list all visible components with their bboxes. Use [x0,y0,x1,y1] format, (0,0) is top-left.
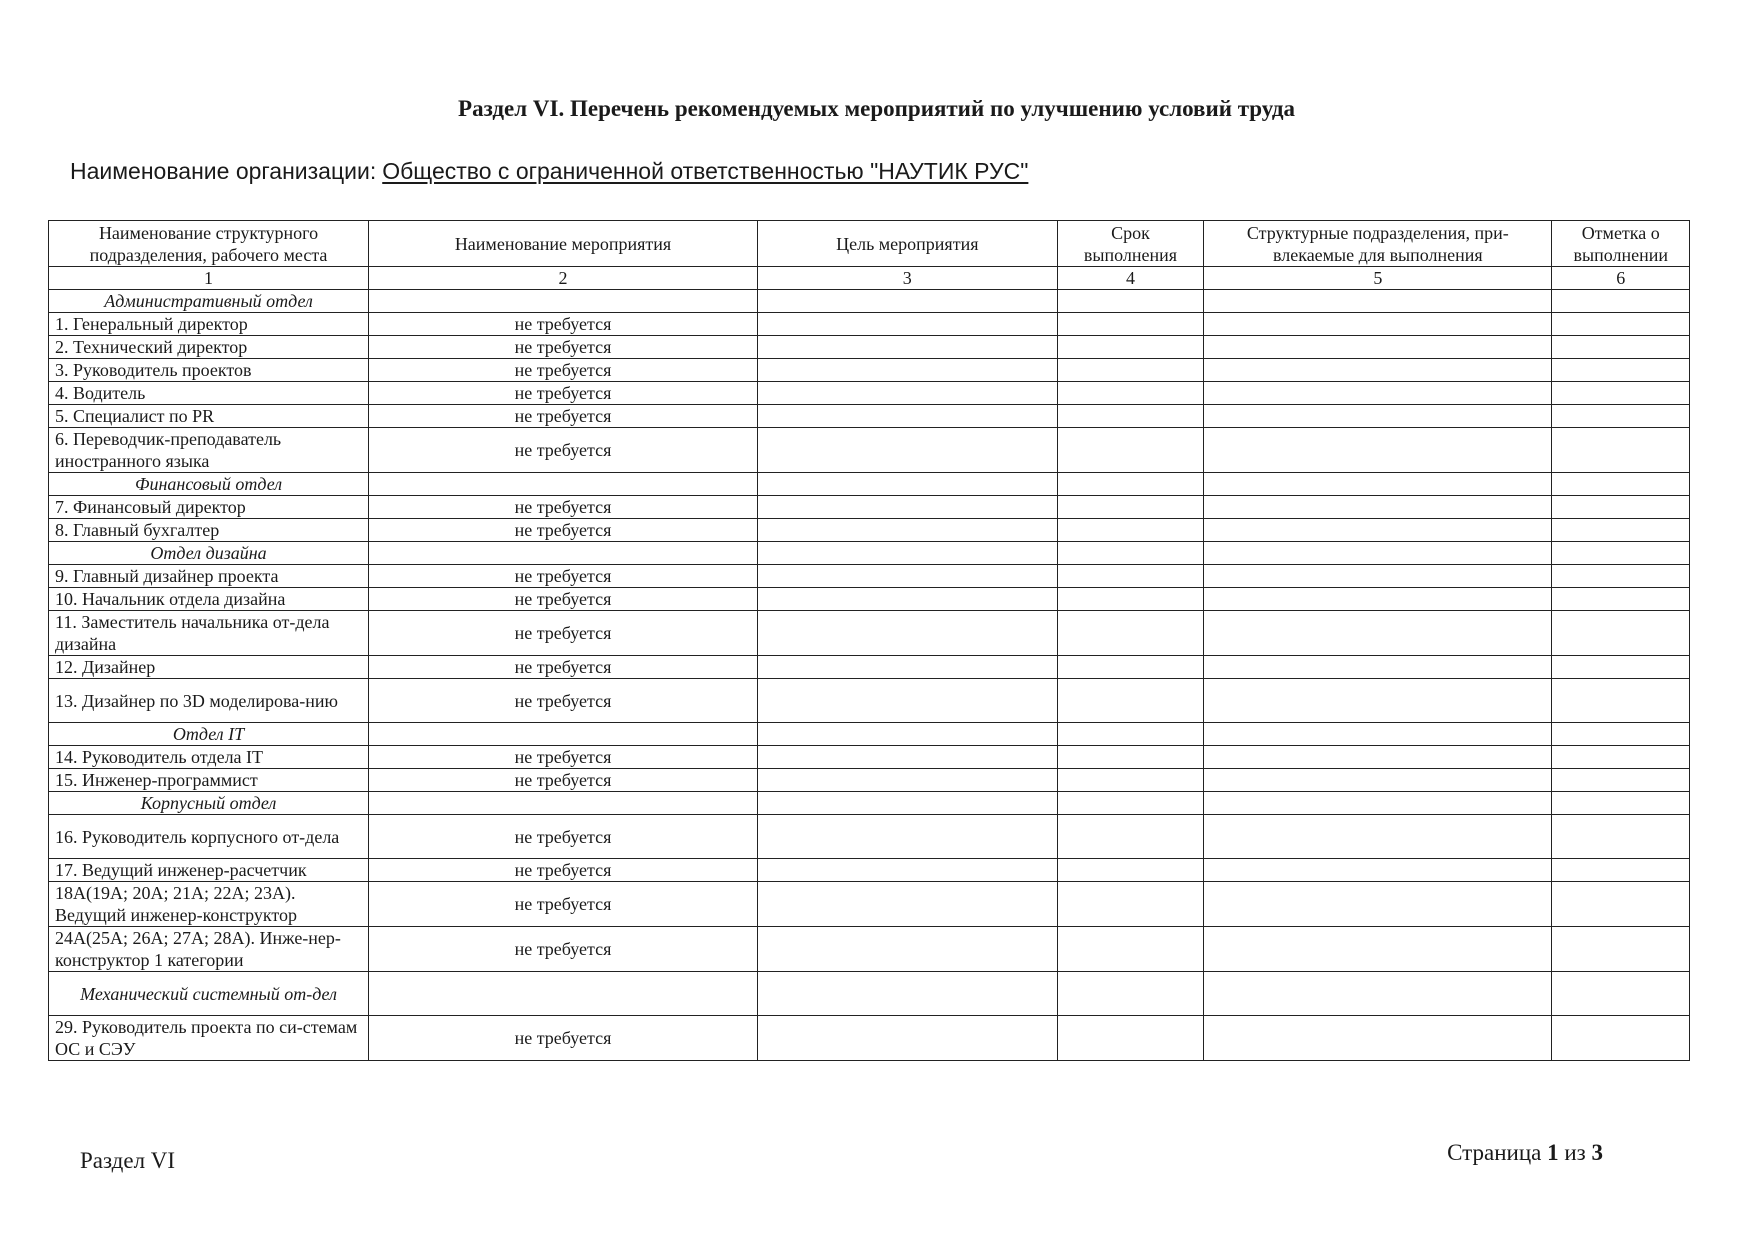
position-name: 16. Руководитель корпусного от-дела [49,815,369,859]
section-row [49,290,1690,313]
table-row [49,769,1690,792]
column-number: 2 [369,267,758,290]
measure-name: не требуется [369,815,758,859]
table-row [49,1016,1690,1061]
position-name: 6. Переводчик-преподаватель иностранного языка [49,428,369,473]
page-total: 3 [1591,1140,1603,1165]
empty-cell [1552,313,1690,336]
empty-cell [1204,496,1552,519]
empty-cell [1057,723,1204,746]
header-cell: Наименование структурного подразделения, рабочего места [49,221,369,267]
empty-cell [757,542,1057,565]
measure-name: не требуется [369,405,758,428]
empty-cell [1057,815,1204,859]
empty-cell [1204,815,1552,859]
position-name: 17. Ведущий инженер-расчетчик [49,859,369,882]
measure-name: не требуется [369,519,758,542]
empty-cell [1204,611,1552,656]
empty-cell [369,542,758,565]
header-row [49,221,1690,267]
empty-cell [1057,611,1204,656]
empty-cell [1057,313,1204,336]
measure-name: не требуется [369,882,758,927]
organization-label: Наименование организации: [70,158,377,184]
empty-cell [369,290,758,313]
empty-cell [1552,336,1690,359]
column-number: 1 [49,267,369,290]
empty-cell [1204,859,1552,882]
empty-cell [369,473,758,496]
empty-cell [757,382,1057,405]
position-name: 3. Руководитель проектов [49,359,369,382]
measure-name: не требуется [369,496,758,519]
empty-cell [1057,656,1204,679]
section-name: Финансовый отдел [49,473,369,496]
position-name: 24А(25А; 26А; 27А; 28А). Инже-нер-конструктор 1 категории [49,927,369,972]
empty-cell [1552,496,1690,519]
empty-cell [1552,746,1690,769]
table-row [49,927,1690,972]
measure-name: не требуется [369,769,758,792]
empty-cell [1057,588,1204,611]
position-name: 18А(19А; 20А; 21А; 22А; 23А). Ведущий инженер-конструктор [49,882,369,927]
empty-cell [1204,382,1552,405]
position-name: 12. Дизайнер [49,656,369,679]
position-name: 15. Инженер-программист [49,769,369,792]
table-row [49,611,1690,656]
empty-cell [1057,336,1204,359]
empty-cell [1552,656,1690,679]
empty-cell [1552,859,1690,882]
position-name: 5. Специалист по PR [49,405,369,428]
empty-cell [757,496,1057,519]
empty-cell [757,565,1057,588]
empty-cell [1204,679,1552,723]
empty-cell [1057,927,1204,972]
table-row [49,746,1690,769]
page-current: 1 [1547,1140,1559,1165]
empty-cell [1204,473,1552,496]
section-row [49,972,1690,1016]
header-cell: Срок выполнения [1057,221,1204,267]
empty-cell [757,473,1057,496]
measure-name: не требуется [369,679,758,723]
position-name: 11. Заместитель начальника от-дела дизайна [49,611,369,656]
table-row [49,679,1690,723]
empty-cell [757,656,1057,679]
organization-name: Общество с ограниченной ответственностью "НАУТИК РУС" [382,158,1029,184]
section-row [49,473,1690,496]
empty-cell [757,927,1057,972]
measure-name: не требуется [369,336,758,359]
measure-name: не требуется [369,859,758,882]
empty-cell [757,972,1057,1016]
empty-cell [1204,656,1552,679]
table-row [49,859,1690,882]
section-row [49,792,1690,815]
header-cell: Цель мероприятия [757,221,1057,267]
empty-cell [1057,565,1204,588]
page-title: Раздел VI. Перечень рекомендуемых мероприятий по улучшению условий труда [458,96,1295,121]
empty-cell [1552,473,1690,496]
empty-cell [1552,815,1690,859]
table-row [49,565,1690,588]
empty-cell [1057,972,1204,1016]
table-row [49,882,1690,927]
empty-cell [1204,290,1552,313]
table-row [49,656,1690,679]
position-name: 4. Водитель [49,382,369,405]
empty-cell [1204,428,1552,473]
empty-cell [1204,927,1552,972]
header-cell: Наименование мероприятия [369,221,758,267]
measure-name: не требуется [369,382,758,405]
table-row [49,405,1690,428]
section-name: Корпусный отдел [49,792,369,815]
empty-cell [1552,972,1690,1016]
empty-cell [1204,972,1552,1016]
empty-cell [757,313,1057,336]
empty-cell [757,1016,1057,1061]
empty-cell [757,336,1057,359]
empty-cell [1057,473,1204,496]
empty-cell [1057,859,1204,882]
measure-name: не требуется [369,313,758,336]
table-row [49,382,1690,405]
empty-cell [1552,792,1690,815]
table-row [49,815,1690,859]
section-name: Механический системный от-дел [49,972,369,1016]
section-row [49,723,1690,746]
table-row [49,588,1690,611]
measure-name: не требуется [369,359,758,382]
measure-name: не требуется [369,746,758,769]
empty-cell [1057,405,1204,428]
empty-cell [1057,428,1204,473]
table-row [49,336,1690,359]
column-number: 5 [1204,267,1552,290]
page-word: Страница [1447,1140,1542,1165]
position-name: 1. Генеральный директор [49,313,369,336]
empty-cell [757,405,1057,428]
empty-cell [1057,769,1204,792]
empty-cell [1057,882,1204,927]
empty-cell [1552,927,1690,972]
position-name: 14. Руководитель отдела IT [49,746,369,769]
empty-cell [1552,611,1690,656]
column-number: 4 [1057,267,1204,290]
position-name: 29. Руководитель проекта по си-стемам ОС и СЭУ [49,1016,369,1061]
section-name: Отдел IT [49,723,369,746]
table-row [49,359,1690,382]
empty-cell [1057,382,1204,405]
organization-line [70,158,1040,185]
header-cell: Отметка о выполнении [1552,221,1690,267]
column-number: 3 [757,267,1057,290]
empty-cell [1204,405,1552,428]
empty-cell [1204,769,1552,792]
empty-cell [1204,723,1552,746]
section-name: Административный отдел [49,290,369,313]
empty-cell [757,815,1057,859]
empty-cell [1204,519,1552,542]
empty-cell [1057,496,1204,519]
empty-cell [1204,542,1552,565]
empty-cell [1552,882,1690,927]
empty-cell [1057,1016,1204,1061]
empty-cell [1552,405,1690,428]
empty-cell [369,723,758,746]
position-name: 13. Дизайнер по 3D моделирова-нию [49,679,369,723]
empty-cell [369,972,758,1016]
column-number-row [49,267,1690,290]
empty-cell [1057,679,1204,723]
table-row [49,428,1690,473]
page-of: из [1564,1140,1586,1165]
position-name: 8. Главный бухгалтер [49,519,369,542]
position-name: 10. Начальник отдела дизайна [49,588,369,611]
empty-cell [1204,882,1552,927]
empty-cell [1552,769,1690,792]
measure-name: не требуется [369,565,758,588]
empty-cell [757,859,1057,882]
measure-name: не требуется [369,927,758,972]
table-row [49,313,1690,336]
empty-cell [1204,746,1552,769]
empty-cell [1552,588,1690,611]
empty-cell [757,679,1057,723]
measure-name: не требуется [369,428,758,473]
section-row [49,542,1690,565]
empty-cell [757,359,1057,382]
empty-cell [757,611,1057,656]
empty-cell [1204,1016,1552,1061]
empty-cell [1552,359,1690,382]
measure-name: не требуется [369,588,758,611]
empty-cell [1552,519,1690,542]
empty-cell [757,588,1057,611]
empty-cell [757,428,1057,473]
table-row [49,519,1690,542]
empty-cell [757,769,1057,792]
empty-cell [1204,565,1552,588]
empty-cell [1204,588,1552,611]
empty-cell [1057,290,1204,313]
empty-cell [757,792,1057,815]
empty-cell [1057,519,1204,542]
column-number: 6 [1552,267,1690,290]
header-cell: Структурные подразделения, при-влекаемые для выполнения [1204,221,1552,267]
table-row [49,496,1690,519]
empty-cell [1057,542,1204,565]
empty-cell [1552,428,1690,473]
empty-cell [1552,679,1690,723]
empty-cell [1552,723,1690,746]
empty-cell [1057,792,1204,815]
section-name: Отдел дизайна [49,542,369,565]
empty-cell [1552,290,1690,313]
empty-cell [1057,746,1204,769]
empty-cell [369,792,758,815]
footer-section-label: Раздел VI [80,1148,176,1173]
measure-name: не требуется [369,611,758,656]
page-counter [1447,1140,1603,1166]
position-name: 9. Главный дизайнер проекта [49,565,369,588]
measure-name: не требуется [369,656,758,679]
measures-table [48,220,1690,1061]
position-name: 7. Финансовый директор [49,496,369,519]
empty-cell [757,882,1057,927]
empty-cell [1552,382,1690,405]
empty-cell [757,746,1057,769]
empty-cell [1204,336,1552,359]
empty-cell [757,519,1057,542]
position-name: 2. Технический директор [49,336,369,359]
empty-cell [1204,313,1552,336]
measure-name: не требуется [369,1016,758,1061]
empty-cell [1552,565,1690,588]
table-body [49,290,1690,1061]
empty-cell [1552,1016,1690,1061]
empty-cell [757,290,1057,313]
empty-cell [1552,542,1690,565]
empty-cell [1204,359,1552,382]
empty-cell [757,723,1057,746]
empty-cell [1057,359,1204,382]
empty-cell [1204,792,1552,815]
